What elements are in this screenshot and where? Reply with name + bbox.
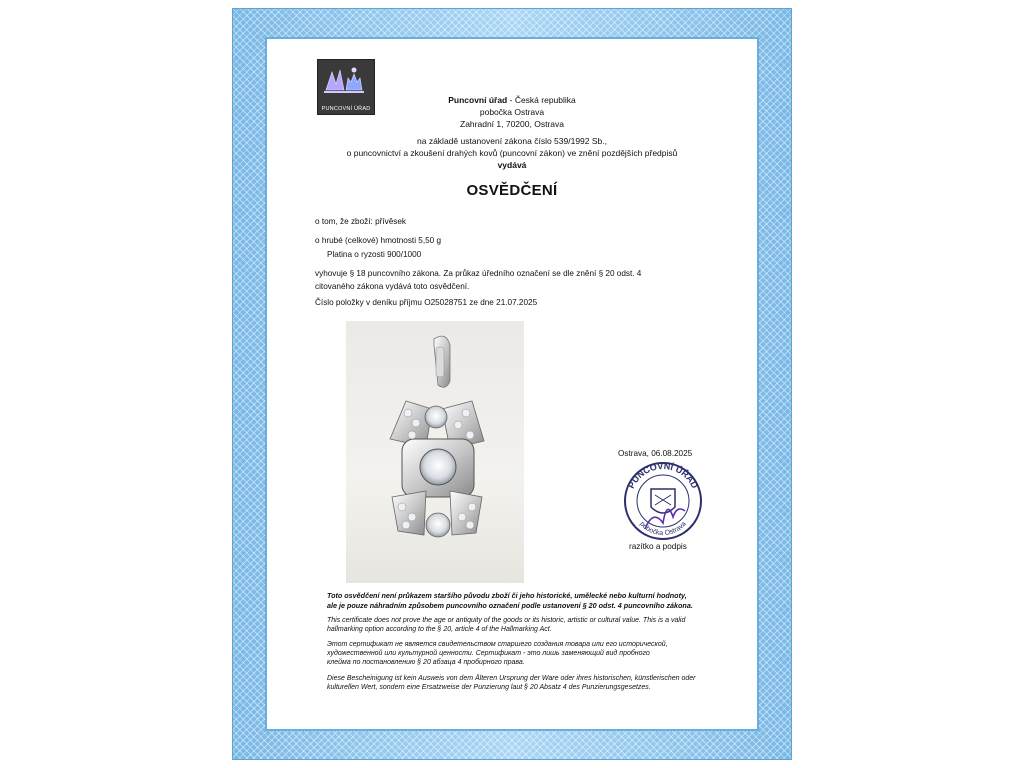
disclaimer-de-line-1: Diese Bescheinigung ist kein Ausweis von dem Älteren Ursprung der Ware oder ihres historischen, künstlerischen oder <box>327 675 696 682</box>
weight-line: o hrubé (celkové) hmotnosti 5,50 g <box>315 236 442 245</box>
disclaimer-en-line-1: This certificate does not prove the age or antiquity of the goods or its historic, artistic or cultural value. This is a valid <box>327 617 686 624</box>
office-name <box>267 95 757 106</box>
disclaimer-de-line-2: kulturellen Wert, sondern eine Ersatzweise der Punzierung laut § 20 Absatz 4 des Punzierungsgesetzes. <box>327 684 651 691</box>
disclaimer-ru-line-1: Этот сертификат не является свидетельством старшего создания товара или его исторической, <box>327 641 668 648</box>
office-name-bold: Puncovní úřad <box>448 95 508 105</box>
compliance-line-2: citovaného zákona vydává toto osvědčení. <box>315 282 470 291</box>
compliance-line-1: vyhovuje § 18 puncovního zákona. Za průkaz úředního označení se dle znění § 20 odst. 4 <box>315 269 642 278</box>
guilloche-border <box>232 8 792 760</box>
item-line: o tom, že zboží: přívěsek <box>315 217 407 226</box>
place-and-date: Ostrava, 06.08.2025 <box>618 449 693 458</box>
stamp-bottom-text: pobočka Ostrava <box>638 520 688 538</box>
stamp-seal-icon <box>615 459 735 543</box>
issues-label: vydává <box>497 160 527 170</box>
disclaimer-en-line-2: hallmarking option according to the § 20, article 4 of the Hallmarking Act. <box>327 626 552 633</box>
svg-text:PUNCOVNÍ ÚŘAD <box>626 461 700 491</box>
stamp-signature-label: razítko a podpis <box>629 542 687 551</box>
disclaimer-ru-line-2: художественной или культурной ценности. Сертификат - это лишь заменяющий вид пробного <box>327 650 650 657</box>
legal-basis-line-2: o puncovnictví a zkoušení drahých kovů (puncovní zákon) ve znění pozdějších předpisů <box>346 148 678 158</box>
disclaimer-cz-line-2: ale je pouze náhradním způsobem puncovního označení podle ustanovení § 20 odst. 4 puncovního zákona. <box>327 601 693 610</box>
office-address: Zahradní 1, 70200, Ostrava <box>460 119 564 129</box>
office-name-rest: - Česká republika <box>507 95 576 105</box>
stamp-top-text: PUNCOVNÍ ÚŘAD <box>626 460 700 490</box>
metal-line: Platina o ryzosti 900/1000 <box>327 250 422 259</box>
record-line: Číslo položky v deníku příjmu O25028751 ze dne 21.07.2025 <box>315 298 538 307</box>
logo-text: PUNCOVNÍ ÚŘAD <box>321 106 371 112</box>
legal-basis-line-1: na základě ustanovení zákona číslo 539/1992 Sb., <box>417 136 607 146</box>
certificate-title: OSVĚDČENÍ <box>466 182 558 199</box>
certificate-sheet <box>265 37 759 731</box>
office-stamp <box>615 459 735 548</box>
office-branch: pobočka Ostrava <box>479 107 545 117</box>
disclaimer-ru-line-3: клейма по постановлению § 20 абзаца 4 пробирного права. <box>327 659 525 666</box>
pendant-photo <box>346 321 524 583</box>
disclaimer-cz-line-1: Toto osvědčení není průkazem staršího původu zboží či jeho historické, umělecké nebo kulturní hodnoty, <box>327 591 687 600</box>
pendant-illustration <box>346 321 524 583</box>
